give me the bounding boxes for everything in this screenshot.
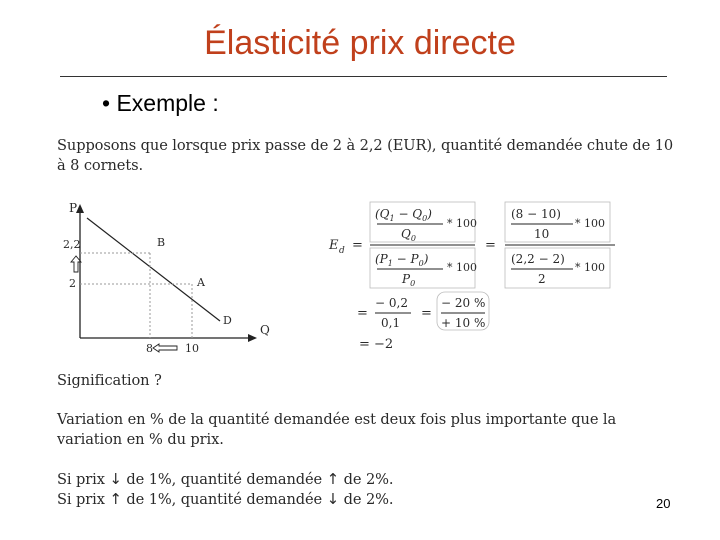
formula-eq-2: = [485, 238, 496, 253]
step2-num: − 0,2 [375, 296, 408, 310]
formula-result: = −2 [359, 337, 394, 352]
num-p-den: 2 [538, 272, 546, 286]
num-times-100-b: * 100 [575, 261, 605, 274]
x-axis-label: Q [260, 323, 270, 337]
demand-graph [55, 198, 285, 358]
formula-eq: = [352, 238, 363, 253]
rule-text: de 1%, quantité demandée [126, 491, 323, 508]
demand-curve [87, 218, 220, 321]
rule-line-price-down [57, 469, 393, 490]
page-number: 20 [656, 496, 671, 511]
title-divider [60, 76, 667, 77]
slide-title: Élasticité prix directe [204, 24, 516, 62]
bullet-example: • Exemple : [102, 90, 219, 116]
sym-times-100-b: * 100 [447, 261, 477, 274]
num-q-values: (8 − 10) [511, 207, 561, 221]
x-tick-label: 8 [146, 342, 153, 355]
up-arrow-icon: ↑ [109, 490, 122, 508]
point-label-d: D [223, 314, 232, 327]
x-axis-arrow-icon [248, 334, 257, 342]
sym-p-den: $P_0$ [402, 272, 416, 288]
step2-eq-b: = [421, 306, 432, 321]
rule-text: de 1%, quantité demandée [126, 471, 323, 488]
point-label-b: B [157, 236, 166, 249]
down-arrow-icon: ↓ [109, 470, 122, 488]
elasticity-formula [325, 200, 625, 355]
rule-text: Si prix [57, 471, 105, 488]
signification-question: Signification ? [57, 372, 162, 389]
step2-den: 0,1 [381, 316, 401, 330]
quantity-decrease-arrow-icon [153, 344, 177, 352]
sym-q-den: $Q_0$ [401, 227, 416, 243]
y-tick-label: 2 [69, 277, 76, 290]
step2-pct-num: − 20 % [441, 296, 486, 310]
rule-text: de 2%. [343, 471, 394, 488]
x-tick-label: 10 [185, 342, 199, 355]
rule-line-price-up [57, 489, 393, 510]
rule-text: de 2%. [343, 491, 394, 508]
num-times-100-a: * 100 [575, 217, 605, 230]
point-label-a: A [197, 276, 205, 289]
formula-lhs: E [329, 238, 339, 253]
down-arrow-icon: ↓ [326, 490, 340, 508]
num-p-values: (2,2 − 2) [511, 252, 565, 266]
step2-eq: = [357, 306, 368, 321]
formula-lhs-sub: d [339, 246, 345, 256]
up-arrow-icon: ↑ [326, 470, 340, 488]
sym-q-num: $(Q_1 - Q_0)$ [375, 207, 432, 223]
intro-paragraph: Supposons que lorsque prix passe de 2 à 2,2 (EUR), quantité demandée chute de 10 à 8 cornets. [57, 137, 674, 174]
step2-pct-den: + 10 % [441, 316, 486, 330]
num-q-den: 10 [534, 227, 550, 241]
y-axis-label: P [69, 201, 78, 215]
y-tick-label: 2,2 [63, 238, 81, 251]
y-axis-arrow-icon [76, 204, 84, 213]
variation-paragraph: Variation en % de la quantité demandée est deux fois plus importante que la variation en % du prix. [57, 411, 617, 448]
sym-times-100-a: * 100 [447, 217, 477, 230]
rule-text: Si prix [57, 491, 105, 508]
sym-p-num: $(P_1 - P_0)$ [375, 252, 429, 268]
